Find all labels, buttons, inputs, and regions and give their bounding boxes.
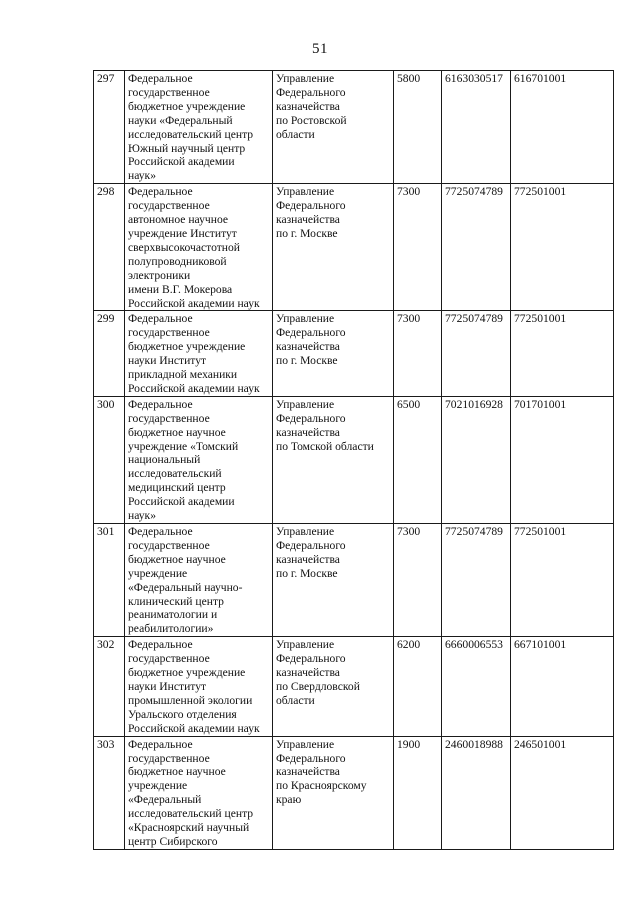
kpp-cell: 246501001	[511, 736, 614, 849]
cell-text-line: Федеральное	[128, 185, 193, 199]
cell-text-line: бюджетное учреждение	[128, 340, 246, 354]
cell-text-line: казначейства	[276, 425, 340, 439]
cell-text-line: Управление	[276, 397, 335, 411]
code-cell: 7300	[394, 311, 442, 396]
cell-text-line: казначейства	[276, 666, 340, 680]
inn-cell: 2460018988	[442, 736, 511, 849]
inn-cell: 7725074789	[442, 311, 511, 396]
treasury-cell	[273, 184, 394, 311]
cell-text-line: Управление	[276, 185, 335, 199]
table-row	[94, 524, 614, 637]
cell-text-line: казначейства	[276, 99, 340, 113]
cell-text-line: Федерального	[276, 199, 346, 213]
cell-text-line: Федерального	[276, 538, 346, 552]
registry-table	[93, 70, 614, 850]
table-row	[94, 396, 614, 523]
cell-text-line: бюджетное учреждение	[128, 666, 246, 680]
cell-text-line: казначейства	[276, 340, 340, 354]
cell-text-line: по г. Москве	[276, 226, 338, 240]
cell-text-line: государственное	[128, 652, 210, 666]
cell-text-line: наук»	[128, 169, 156, 183]
cell-text-line: науки Институт	[128, 354, 207, 368]
cell-text-line: учреждение	[128, 779, 188, 793]
row-number-cell: 301	[94, 524, 125, 637]
cell-text-line: Федеральное	[128, 72, 193, 85]
cell-text-line: наук»	[128, 509, 156, 523]
cell-text-line: Федерального	[276, 85, 346, 99]
row-number-cell: 299	[94, 311, 125, 396]
cell-text-line: Федеральное	[128, 312, 193, 326]
cell-text-line: имени В.Г. Мокерова	[128, 282, 233, 296]
organization-cell	[125, 736, 273, 849]
treasury-cell	[273, 736, 394, 849]
treasury-cell	[273, 71, 394, 184]
table-row	[94, 184, 614, 311]
cell-text-line: автономное научное	[128, 213, 229, 227]
inn-cell: 6660006553	[442, 637, 511, 736]
cell-text-line: Российской академии наук	[128, 381, 260, 395]
cell-text-line: Федеральное	[128, 397, 193, 411]
cell-text-line: краю	[276, 793, 302, 807]
page-number: 51	[312, 41, 328, 57]
registry-table-body	[94, 71, 614, 850]
inn-cell: 6163030517	[442, 71, 511, 184]
kpp-cell: 772501001	[511, 524, 614, 637]
cell-text-line: электроники	[128, 268, 191, 282]
cell-text-line: науки «Федеральный	[128, 113, 233, 127]
cell-text-line: государственное	[128, 538, 210, 552]
inn-cell: 7021016928	[442, 396, 511, 523]
cell-text-line: исследовательский центр	[128, 807, 254, 821]
cell-text-line: государственное	[128, 199, 210, 213]
cell-text-line: «Федеральный	[128, 793, 202, 807]
cell-text-line: науки Институт	[128, 679, 207, 693]
cell-text-line: бюджетное научное	[128, 425, 226, 439]
cell-text-line: по г. Москве	[276, 566, 338, 580]
cell-text-line: по Красноярскому	[276, 779, 367, 793]
kpp-cell: 772501001	[511, 311, 614, 396]
cell-text-line: промышленной экологии	[128, 693, 253, 707]
cell-text-line: Управление	[276, 72, 335, 85]
cell-text-line: национальный	[128, 453, 201, 467]
cell-text-line: Федерального	[276, 411, 346, 425]
code-cell: 6500	[394, 396, 442, 523]
cell-text-line: исследовательский	[128, 467, 222, 481]
cell-text-line: Российской академии наук	[128, 296, 260, 310]
code-cell: 5800	[394, 71, 442, 184]
cell-text-line: бюджетное учреждение	[128, 99, 246, 113]
code-cell: 7300	[394, 184, 442, 311]
row-number-cell: 303	[94, 736, 125, 849]
kpp-cell: 616701001	[511, 71, 614, 184]
cell-text-line: исследовательский центр	[128, 127, 254, 141]
row-number-cell: 297	[94, 71, 125, 184]
cell-text-line: Федеральное	[128, 638, 193, 652]
cell-text-line: учреждение Институт	[128, 226, 237, 240]
cell-text-line: Федерального	[276, 652, 346, 666]
cell-text-line: учреждение «Томский	[128, 439, 239, 453]
organization-cell	[125, 184, 273, 311]
cell-text-line: по г. Москве	[276, 354, 338, 368]
kpp-cell: 772501001	[511, 184, 614, 311]
cell-text-line: государственное	[128, 326, 210, 340]
cell-text-line: государственное	[128, 85, 210, 99]
cell-text-line: Южный научный центр	[128, 141, 246, 155]
cell-text-line: бюджетное научное	[128, 552, 226, 566]
cell-text-line: Российской академии	[128, 495, 235, 509]
cell-text-line: по Свердловской	[276, 679, 360, 693]
cell-text-line: учреждение	[128, 566, 188, 580]
table-row	[94, 637, 614, 736]
cell-text-line: «Красноярский научный	[128, 821, 250, 835]
cell-text-line: реаниматологии и	[128, 608, 218, 622]
cell-text-line: центр Сибирского	[128, 834, 218, 848]
cell-text-line: бюджетное научное	[128, 765, 226, 779]
cell-text-line: области	[276, 693, 315, 707]
table-row	[94, 71, 614, 184]
cell-text-line: Управление	[276, 638, 335, 652]
cell-text-line: полупроводниковой	[128, 254, 227, 268]
organization-cell	[125, 311, 273, 396]
organization-cell	[125, 524, 273, 637]
cell-text-line: Управление	[276, 525, 335, 538]
code-cell: 1900	[394, 736, 442, 849]
kpp-cell: 667101001	[511, 637, 614, 736]
inn-cell: 7725074789	[442, 184, 511, 311]
cell-text-line: казначейства	[276, 765, 340, 779]
cell-text-line: Уральского отделения	[128, 707, 237, 721]
code-cell: 7300	[394, 524, 442, 637]
cell-text-line: по Ростовской	[276, 113, 347, 127]
cell-text-line: по Томской области	[276, 439, 374, 453]
treasury-cell	[273, 311, 394, 396]
cell-text-line: Федерального	[276, 326, 346, 340]
row-number-cell: 302	[94, 637, 125, 736]
table-row	[94, 736, 614, 849]
organization-cell	[125, 396, 273, 523]
cell-text-line: Федерального	[276, 751, 346, 765]
cell-text-line: Российской академии наук	[128, 721, 260, 735]
cell-text-line: прикладной механики	[128, 368, 238, 382]
organization-cell	[125, 637, 273, 736]
cell-text-line: Федеральное	[128, 737, 193, 751]
cell-text-line: Российской академии	[128, 155, 235, 169]
row-number-cell: 298	[94, 184, 125, 311]
cell-text-line: казначейства	[276, 552, 340, 566]
cell-text-line: «Федеральный научно-	[128, 580, 243, 594]
table-row	[94, 311, 614, 396]
cell-text-line: Управление	[276, 312, 335, 326]
cell-text-line: казначейства	[276, 213, 340, 227]
cell-text-line: области	[276, 127, 315, 141]
cell-text-line: Федеральное	[128, 525, 193, 538]
organization-cell	[125, 71, 273, 184]
treasury-cell	[273, 637, 394, 736]
treasury-cell	[273, 396, 394, 523]
cell-text-line: реабилитологии»	[128, 622, 214, 636]
cell-text-line: государственное	[128, 411, 210, 425]
cell-text-line: Управление	[276, 737, 335, 751]
cell-text-line: сверхвысокочастотной	[128, 240, 240, 254]
treasury-cell	[273, 524, 394, 637]
kpp-cell: 701701001	[511, 396, 614, 523]
cell-text-line: государственное	[128, 751, 210, 765]
code-cell: 6200	[394, 637, 442, 736]
cell-text-line: клинический центр	[128, 594, 224, 608]
inn-cell: 7725074789	[442, 524, 511, 637]
row-number-cell: 300	[94, 396, 125, 523]
cell-text-line: медицинский центр	[128, 481, 226, 495]
